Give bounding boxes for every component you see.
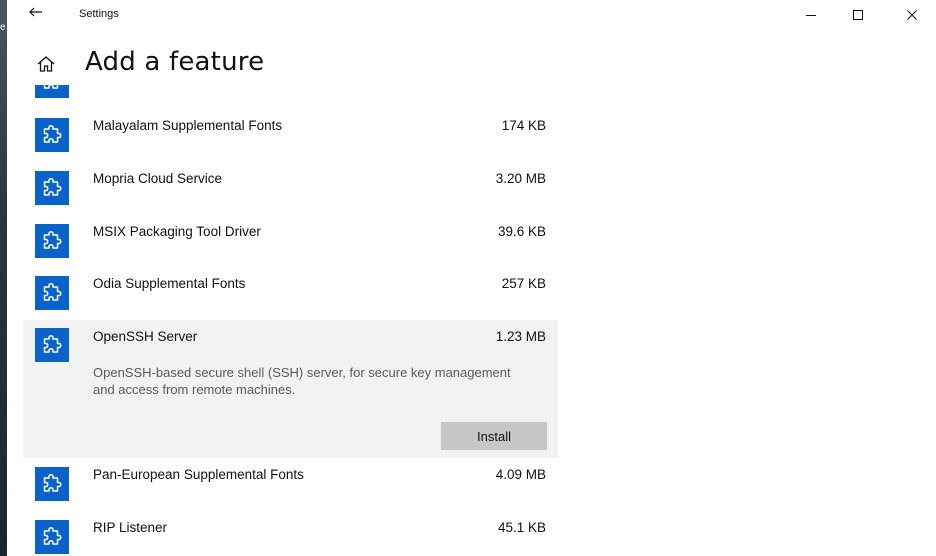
list-item[interactable] (23, 460, 558, 512)
feature-size: 4.09 MB (495, 467, 546, 482)
feature-name: Pan-European Supplemental Fonts (93, 467, 304, 482)
feature-name: Malayalam Supplemental Fonts (93, 118, 283, 133)
feature-icon-tile (35, 118, 69, 152)
puzzle-piece-icon (41, 230, 63, 252)
maximize-icon (852, 9, 864, 21)
feature-name: Odia Supplemental Fonts (93, 276, 246, 291)
feature-icon-tile (35, 328, 69, 362)
puzzle-piece-icon (41, 526, 63, 548)
puzzle-piece-icon (41, 124, 63, 146)
feature-size: 1.23 MB (495, 329, 546, 344)
list-item[interactable] (23, 111, 558, 163)
list-item[interactable] (23, 217, 558, 269)
feature-icon-tile (35, 85, 69, 98)
feature-size: 3.20 MB (495, 171, 546, 186)
minimize-icon (805, 9, 817, 21)
puzzle-piece-icon (41, 282, 63, 304)
feature-size: 39.6 KB (497, 224, 546, 239)
desktop-peek-glyph: e (0, 22, 6, 33)
desktop-background (0, 0, 7, 556)
feature-size: 257 KB (501, 276, 546, 291)
list-item[interactable] (23, 269, 558, 321)
feature-icon-tile (35, 276, 69, 310)
close-button[interactable] (889, 0, 935, 30)
feature-name: Mopria Cloud Service (93, 171, 223, 186)
install-button[interactable]: Install (441, 422, 547, 450)
list-item-selected[interactable] (23, 320, 558, 458)
close-icon (906, 9, 918, 21)
feature-icon-tile (35, 467, 69, 501)
feature-icon-tile (35, 520, 69, 554)
title-bar (7, 0, 936, 32)
app-title: Settings (79, 8, 119, 20)
list-item[interactable] (23, 164, 558, 216)
maximize-button[interactable] (835, 0, 881, 30)
feature-icon-tile (35, 224, 69, 258)
puzzle-piece-icon (41, 85, 63, 92)
feature-name: MSIX Packaging Tool Driver (93, 224, 261, 239)
feature-name: OpenSSH Server (93, 329, 198, 344)
puzzle-piece-icon (41, 177, 63, 199)
feature-name: RIP Listener (93, 520, 168, 535)
feature-list[interactable] (23, 85, 558, 556)
home-icon (36, 54, 56, 74)
puzzle-piece-icon (41, 473, 63, 495)
feature-description: OpenSSH-based secure shell (SSH) server, for secure key management and access from remote machines. (93, 365, 511, 397)
puzzle-piece-icon (41, 334, 63, 356)
page-title: Add a feature (85, 47, 265, 77)
minimize-button[interactable] (788, 0, 834, 30)
home-button[interactable] (36, 54, 56, 74)
back-button[interactable] (25, 3, 47, 25)
feature-icon-tile (35, 171, 69, 205)
list-item[interactable] (23, 513, 558, 556)
feature-size: 45.1 KB (497, 520, 546, 535)
arrow-left-icon (29, 7, 43, 17)
feature-size: 174 KB (501, 118, 546, 133)
